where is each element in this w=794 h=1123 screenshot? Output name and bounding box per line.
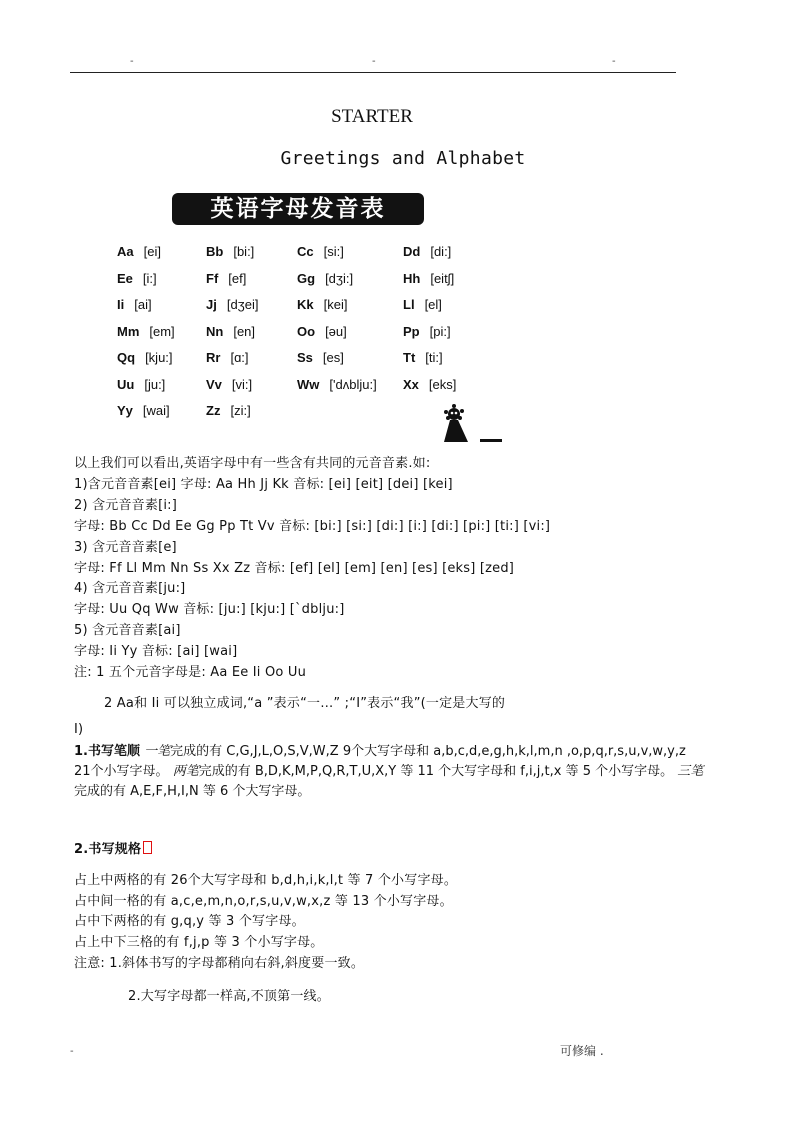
alphabet-cell [403,297,442,312]
letter-pair: Zz [206,403,221,418]
page-subtitle: Greetings and Alphabet [280,148,526,169]
alphabet-cell [403,350,443,365]
phonetic-symbol: [vi:] [231,376,253,392]
header-rule [70,72,676,73]
letter-pair: Cc [297,244,314,259]
letter-pair: Jj [206,297,217,312]
footer-mark: - [70,1046,74,1057]
note-1: 注: 1 五个元音字母是: Aa Ee Ii Oo Uu [74,665,307,680]
phonetic-symbol: [eks] [428,376,457,392]
letter-pair: Ii [117,297,125,312]
alphabet-cell [403,377,456,392]
letter-pair: Mm [117,323,140,339]
alphabet-cell [206,377,252,392]
note-2: 2 Aa和 Ii 可以独立成词,“a ”表示“一…” ;“I”表示“我”(一定是大写的 [104,696,506,711]
one-stroke-label: 一笔 [144,744,171,759]
alphabet-cell [206,297,259,312]
alphabet-banner: 英语字母发音表 [172,193,424,225]
alphabet-cell [403,271,454,286]
stroke-order-heading: 1.书写笔顺 [74,744,140,759]
alphabet-cell [206,271,246,286]
vowel-group-3-title: 3) 含元音音素[e] [74,540,177,555]
letter-pair: Pp [403,323,420,339]
two-stroke-text: 完成的有 B,D,K,M,P,Q,R,T,U,X,Y 等 11 个大写字母和 f,i,j,t,x 等 5 个小写字母。 [198,764,674,779]
alphabet-cell [403,324,451,339]
footer-text: 可修编 . [560,1044,604,1058]
missing-glyph-icon [143,841,152,854]
vowel-group-3-letters: 字母: Ff Ll Mm Nn Ss Xx Zz 音标: [ef] [el] [em] [en] [es] [eks] [zed] [74,561,515,576]
header-mark: - [612,56,616,67]
phonetic-symbol: [kei] [323,297,348,312]
one-stroke-text: 完成的有 C,G,J,L,O,S,V,W,Z 9个大写字母和 a,b,c,d,e,g,h,k,l,m,n ,o,p,q,r,s,u,v,w,y,z 21个小写字母。 [74,744,686,779]
phonetic-symbol: [eitʃ] [430,270,455,286]
alphabet-cell [117,244,161,259]
letter-pair: Xx [403,376,419,392]
writing-spec-title [74,838,152,857]
spec-line: 占上中下三格的有 f,j,p 等 3 个小写字母。 [74,935,324,950]
vowel-group-4-title: 4) 含元音音素[ju:] [74,581,186,596]
spec-line: 占中间一格的有 a,c,e,m,n,o,r,s,u,v,w,x,z 等 13 个小写字母。 [74,894,453,909]
phonetic-symbol: [ti:] [425,350,443,365]
letter-pair: Kk [297,297,314,312]
phonetic-symbol: [ef] [228,270,247,286]
writing-spec-heading: 2.书写规格 [74,842,142,857]
letter-pair: Bb [206,244,224,259]
alphabet-cell [297,324,347,339]
phonetic-symbol: [bi:] [233,244,255,259]
stroke-order-section [74,742,704,802]
phonetic-symbol: [ju:] [144,376,166,392]
alphabet-cell [403,244,451,259]
alphabet-cell [297,244,344,259]
phonetic-symbol: [em] [149,323,175,339]
note-2-continued: I) [74,722,84,737]
phonetic-symbol: ['dʌblju:] [329,376,377,392]
alphabet-cell [206,244,254,259]
letter-pair: Ss [297,350,313,365]
cartoon-figure-icon [432,404,504,444]
letter-pair: Nn [206,323,224,339]
vowel-group-5-title: 5) 含元音音素[ai] [74,623,181,638]
vowel-group-4-letters: 字母: Uu Qq Ww 音标: [ju:] [kju:] [`dblju:] [74,602,345,617]
three-stroke-text: 完成的有 A,E,F,H,I,N 等 6 个大写字母。 [74,784,311,799]
letter-pair: Ll [403,297,415,312]
phonetic-symbol: [dʒi:] [325,270,354,286]
letter-pair: Gg [297,270,316,286]
spec-line: 占中下两格的有 g,q,y 等 3 个写字母。 [74,914,305,929]
phonetic-symbol: [wai] [142,403,170,418]
two-stroke-label: 两笔 [172,764,199,779]
letter-pair: Ff [206,270,219,286]
alphabet-cell [117,377,165,392]
three-stroke-label: 三笔 [677,764,704,779]
phonetic-symbol: [əu] [325,323,347,339]
spec-line: 占上中两格的有 26个大写字母和 b,d,h,i,k,l,t 等 7 个小写字母。 [74,873,458,888]
letter-pair: Rr [206,350,221,365]
phonetic-symbol: [i:] [142,270,157,286]
phonetic-symbol: [si:] [323,244,344,259]
spec-note: 注意: 1.斜体书写的字母都稍向右斜,斜度要一致。 [74,956,365,971]
phonetic-symbol: [zi:] [230,403,251,418]
phonetic-symbol: [ai] [134,297,152,312]
alphabet-cell [297,297,347,312]
letter-pair: Tt [403,350,416,365]
phonetic-symbol: [pi:] [429,323,451,339]
letter-pair: Yy [117,403,133,418]
alphabet-cell [117,403,170,418]
alphabet-cell [206,403,251,418]
alphabet-cell [206,324,255,339]
alphabet-cell [297,350,344,365]
alphabet-cell [297,271,353,286]
phonetic-symbol: [kju:] [145,350,173,365]
letter-pair: Qq [117,350,136,365]
page-title: STARTER [331,106,413,127]
letter-pair: Dd [403,244,421,259]
phonetic-symbol: [di:] [430,244,452,259]
phonetic-symbol: [ɑ:] [230,350,249,365]
alphabet-cell [117,324,175,339]
alphabet-cell [206,350,249,365]
vowel-group-2-title: 2) 含元音音素[i:] [74,498,178,513]
letter-pair: Ee [117,270,133,286]
letter-pair: Aa [117,244,134,259]
vowel-group-1: 1)含元音音素[ei] 字母: Aa Hh Jj Kk 音标: [ei] [eit] [dei] [kei] [74,477,453,492]
header-mark: - [130,56,134,67]
alphabet-cell [297,377,377,392]
letter-pair: Vv [206,376,222,392]
alphabet-cell [117,271,157,286]
vowel-group-2-letters: 字母: Bb Cc Dd Ee Gg Pp Tt Vv 音标: [bi:] [si:] [di:] [i:] [di:] [pi:] [ti:] [vi:] [74,519,551,534]
intro-line: 以上我们可以看出,英语字母中有一些含有共同的元音音素.如: [74,456,431,471]
letter-pair: Uu [117,376,135,392]
vowel-group-5-letters: 字母: Ii Yy 音标: [ai] [wai] [74,644,238,659]
letter-pair: Hh [403,270,421,286]
header-mark: - [372,56,376,67]
letter-pair: Oo [297,323,316,339]
spec-note-2: 2.大写字母都一样高,不顶第一线。 [128,989,330,1004]
phonetic-symbol: [el] [424,297,442,312]
phonetic-symbol: [dʒei] [226,297,259,312]
letter-pair: Ww [297,376,320,392]
alphabet-cell [117,297,152,312]
phonetic-symbol: [es] [322,350,344,365]
phonetic-symbol: [ei] [143,244,161,259]
alphabet-cell [117,350,173,365]
phonetic-symbol: [en] [233,323,256,339]
